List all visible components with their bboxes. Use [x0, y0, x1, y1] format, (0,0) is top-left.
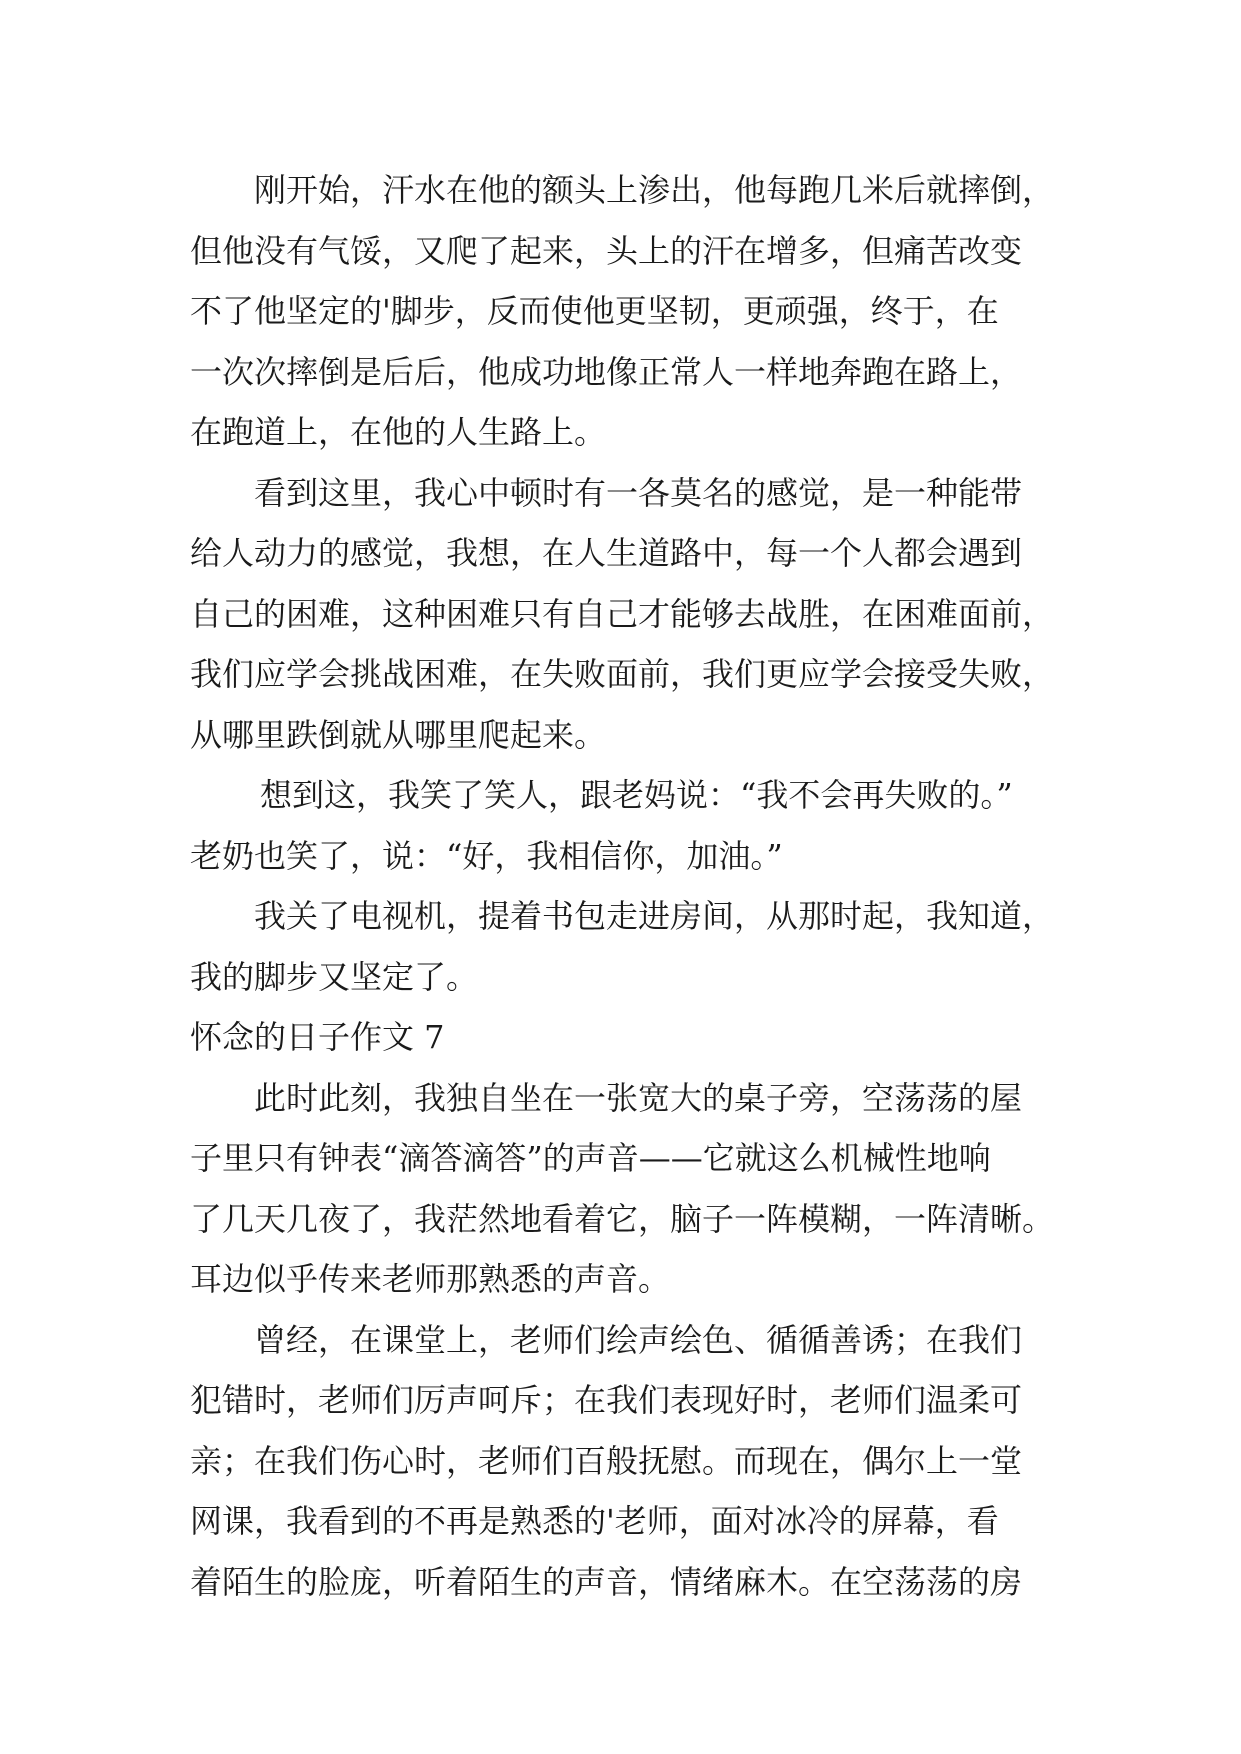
- text-line: 我的脚步又坚定了。: [190, 957, 479, 996]
- text-line: 在跑道上，在他的人生路上。: [190, 413, 607, 451]
- text-line: 犯错时，老师们厉声呵斥；在我们表现好时，老师们温柔可: [190, 1381, 1023, 1419]
- text-line: 我们应学会挑战困难，在失败面前，我们更应学会接受失败，: [190, 655, 1055, 693]
- section-heading: 怀念的日子作文 7: [190, 1018, 445, 1056]
- text-line: 不了他坚定的'脚步，反而使他更坚韧，更顽强，终于，在: [190, 292, 999, 330]
- text-line: 老奶也笑了，说：“好，我相信你，加油。”: [190, 836, 783, 875]
- text-line: 但他没有气馁，又爬了起来，头上的汗在增多，但痛苦改变: [190, 231, 1023, 270]
- text-line: 给人动力的感觉，我想，在人生道路中，每一个人都会遇到: [190, 534, 1023, 572]
- text-line: 我关了电视机，提着书包走进房间，从那时起，我知道，: [254, 897, 1055, 935]
- text-line: 从哪里跌倒就从哪里爬起来。: [190, 715, 607, 754]
- text-line: 想到这，我笑了笑人，跟老妈说：“我不会再失败的。”: [260, 776, 1013, 814]
- text-line: 曾经，在课堂上，老师们绘声绘色、循循善诱；在我们: [254, 1320, 1023, 1359]
- text-line: 亲；在我们伤心时，老师们百般抚慰。而现在，偶尔上一堂: [190, 1441, 1023, 1480]
- text-line: 此时此刻，我独自坐在一张宽大的桌子旁，空荡荡的屋: [254, 1078, 1023, 1117]
- text-line: 了几天几夜了，我茫然地看着它，脑子一阵模糊，一阵清晰。: [190, 1199, 1055, 1238]
- text-line: 看到这里，我心中顿时有一各莫名的感觉，是一种能带: [254, 473, 1023, 512]
- text-line: 子里只有钟表“滴答滴答”的声音——它就这么机械性地响: [190, 1139, 991, 1177]
- text-line: 刚开始，汗水在他的额头上渗出，他每跑几米后就摔倒，: [254, 171, 1055, 209]
- document-body: [190, 160, 1055, 1612]
- text-line: 网课，我看到的不再是熟悉的'老师，面对冰冷的屏幕，看: [190, 1502, 999, 1540]
- text-line: 自己的困难，这种困难只有自己才能够去战胜，在困难面前，: [190, 594, 1055, 633]
- text-line: 一次次摔倒是后后，他成功地像正常人一样地奔跑在路上，: [190, 352, 1023, 391]
- text-line: 耳边似乎传来老师那熟悉的声音。: [190, 1260, 671, 1298]
- text-line: 着陌生的脸庞，听着陌生的声音，情绪麻木。在空荡荡的房: [190, 1562, 1023, 1601]
